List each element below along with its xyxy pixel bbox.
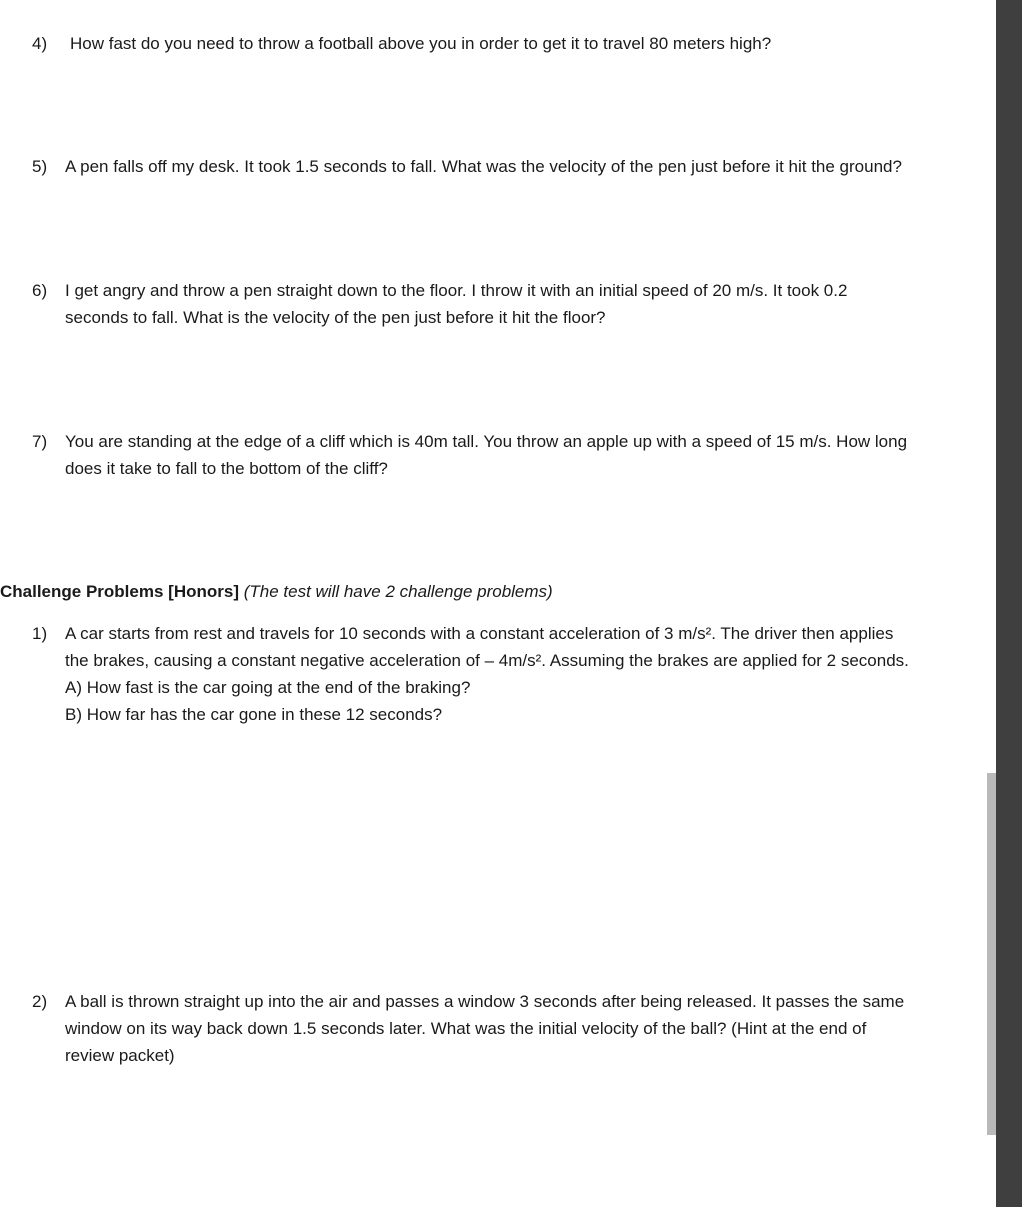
problem-line: window on its way back down 1.5 seconds later. What was the initial velocity of the ball? (Hint at the end of bbox=[65, 1019, 867, 1038]
question-number: 6) bbox=[32, 281, 48, 300]
problem-text bbox=[65, 988, 904, 1069]
question-text bbox=[65, 153, 902, 180]
question-number: 5) bbox=[32, 157, 48, 176]
problem-number: 1) bbox=[32, 624, 48, 643]
problem-line: A ball is thrown straight up into the air and passes a window 3 seconds after being released. It passes the same bbox=[65, 992, 905, 1011]
question-line: I get angry and throw a pen straight down to the floor. I throw it with an initial speed of 20 m/s. It took 0.2 bbox=[65, 281, 848, 300]
problem-line: the brakes, causing a constant negative acceleration of – 4m/s². Assuming the brakes are applied for 2 seconds. bbox=[65, 651, 909, 670]
question-number: 7) bbox=[32, 432, 48, 451]
problem-number: 2) bbox=[32, 992, 48, 1011]
question-text bbox=[70, 30, 771, 57]
problem-line: review packet) bbox=[65, 1046, 175, 1065]
question-line: A pen falls off my desk. It took 1.5 seconds to fall. What was the velocity of the pen just before it hit the ground? bbox=[65, 157, 902, 176]
problem-line: B) How far has the car gone in these 12 seconds? bbox=[65, 705, 443, 724]
problem-text bbox=[65, 620, 909, 728]
question-text bbox=[65, 277, 847, 331]
question-line: does it take to fall to the bottom of the cliff? bbox=[65, 459, 388, 478]
challenge-heading bbox=[0, 578, 553, 605]
scrollbar-thumb[interactable] bbox=[987, 773, 996, 1135]
question-line: How fast do you need to throw a football above you in order to get it to travel 80 meters high? bbox=[70, 34, 772, 53]
question-line: You are standing at the edge of a cliff which is 40m tall. You throw an apple up with a speed of 15 m/s. How long bbox=[65, 432, 908, 451]
scrollbar-track[interactable] bbox=[996, 0, 1022, 1207]
problem-line: A) How fast is the car going at the end of the braking? bbox=[65, 678, 471, 697]
challenge-heading-italic: (The test will have 2 challenge problems) bbox=[243, 582, 553, 601]
problem-line: A car starts from rest and travels for 10 seconds with a constant acceleration of 3 m/s². The driver then applies bbox=[65, 624, 894, 643]
question-line: seconds to fall. What is the velocity of the pen just before it hit the floor? bbox=[65, 308, 606, 327]
challenge-heading-bold: Challenge Problems [Honors] bbox=[0, 582, 239, 601]
question-number: 4) bbox=[32, 34, 48, 53]
question-text bbox=[65, 428, 907, 482]
